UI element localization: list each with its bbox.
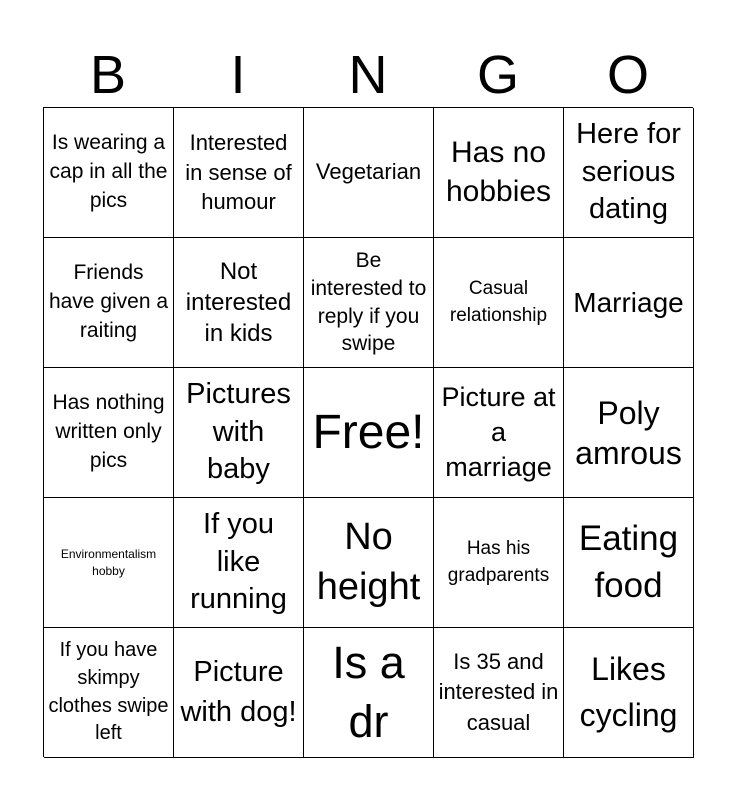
bingo-cell-g4[interactable] [434, 498, 564, 628]
cell-text: Has nothing written only pics [52, 391, 165, 472]
bingo-free-space[interactable] [304, 368, 434, 498]
bingo-cell-b5[interactable] [44, 628, 174, 758]
bingo-cell-i1[interactable] [174, 108, 304, 238]
cell-text: Picture with dog! [180, 656, 297, 728]
bingo-cell-g2[interactable] [434, 238, 564, 368]
bingo-cell-n1[interactable] [304, 108, 434, 238]
bingo-header [43, 44, 693, 106]
header-letter-n: N [348, 45, 388, 105]
cell-text: Vegetarian [315, 159, 422, 185]
header-letter-o: O [606, 45, 649, 105]
bingo-cell-i4[interactable] [174, 498, 304, 628]
cell-text: Poly amrous [575, 394, 682, 471]
cell-text: Is wearing a cap in all the pics [49, 131, 168, 212]
cell-text: Marriage [573, 286, 684, 318]
cell-text: If you like running [190, 507, 287, 616]
bingo-cell-b4[interactable] [44, 498, 174, 628]
header-letter-b: B [89, 45, 127, 105]
bingo-cell-o1[interactable] [564, 108, 694, 238]
bingo-cell-b2[interactable] [44, 238, 174, 368]
cell-text: Is a dr [332, 637, 405, 747]
cell-text: Environmentalism hobby [60, 547, 157, 578]
bingo-cell-n5[interactable] [304, 628, 434, 758]
header-letter-g: G [476, 45, 519, 105]
bingo-cell-n4[interactable] [304, 498, 434, 628]
bingo-cell-o3[interactable] [564, 368, 694, 498]
cell-text: Picture at a marriage [441, 381, 556, 483]
cell-text: Is 35 and interested in casual [438, 648, 559, 735]
cell-text: Likes cycling [579, 651, 678, 733]
bingo-cell-o5[interactable] [564, 628, 694, 758]
bingo-cell-g3[interactable] [434, 368, 564, 498]
cell-text: Be interested to reply if you swipe [310, 248, 427, 356]
cell-text: Pictures with baby [186, 377, 291, 486]
bingo-cell-b3[interactable] [44, 368, 174, 498]
cell-text: Friends have given a raiting [48, 261, 169, 342]
cell-text: Here for serious dating [576, 117, 681, 226]
bingo-cell-o2[interactable] [564, 238, 694, 368]
header-letter-i: I [230, 45, 246, 105]
cell-text: Free! [312, 405, 425, 459]
cell-text: Eating food [578, 518, 679, 605]
bingo-board [43, 107, 693, 757]
bingo-cell-i5[interactable] [174, 628, 304, 758]
bingo-cell-b1[interactable] [44, 108, 174, 238]
bingo-cell-o4[interactable] [564, 498, 694, 628]
cell-text: Casual relationship [449, 277, 548, 326]
cell-text: No height [316, 516, 421, 608]
cell-text: Not interested in kids [185, 257, 292, 348]
cell-text: Interested in sense of humour [185, 129, 292, 215]
bingo-cell-g5[interactable] [434, 628, 564, 758]
cell-text: If you have skimpy clothes swipe left [48, 639, 169, 745]
bingo-cell-n2[interactable] [304, 238, 434, 368]
bingo-cell-g1[interactable] [434, 108, 564, 238]
bingo-cell-i3[interactable] [174, 368, 304, 498]
cell-text: Has his gradparents [447, 538, 550, 586]
bingo-cell-i2[interactable] [174, 238, 304, 368]
cell-text: Has no hobbies [445, 136, 552, 208]
